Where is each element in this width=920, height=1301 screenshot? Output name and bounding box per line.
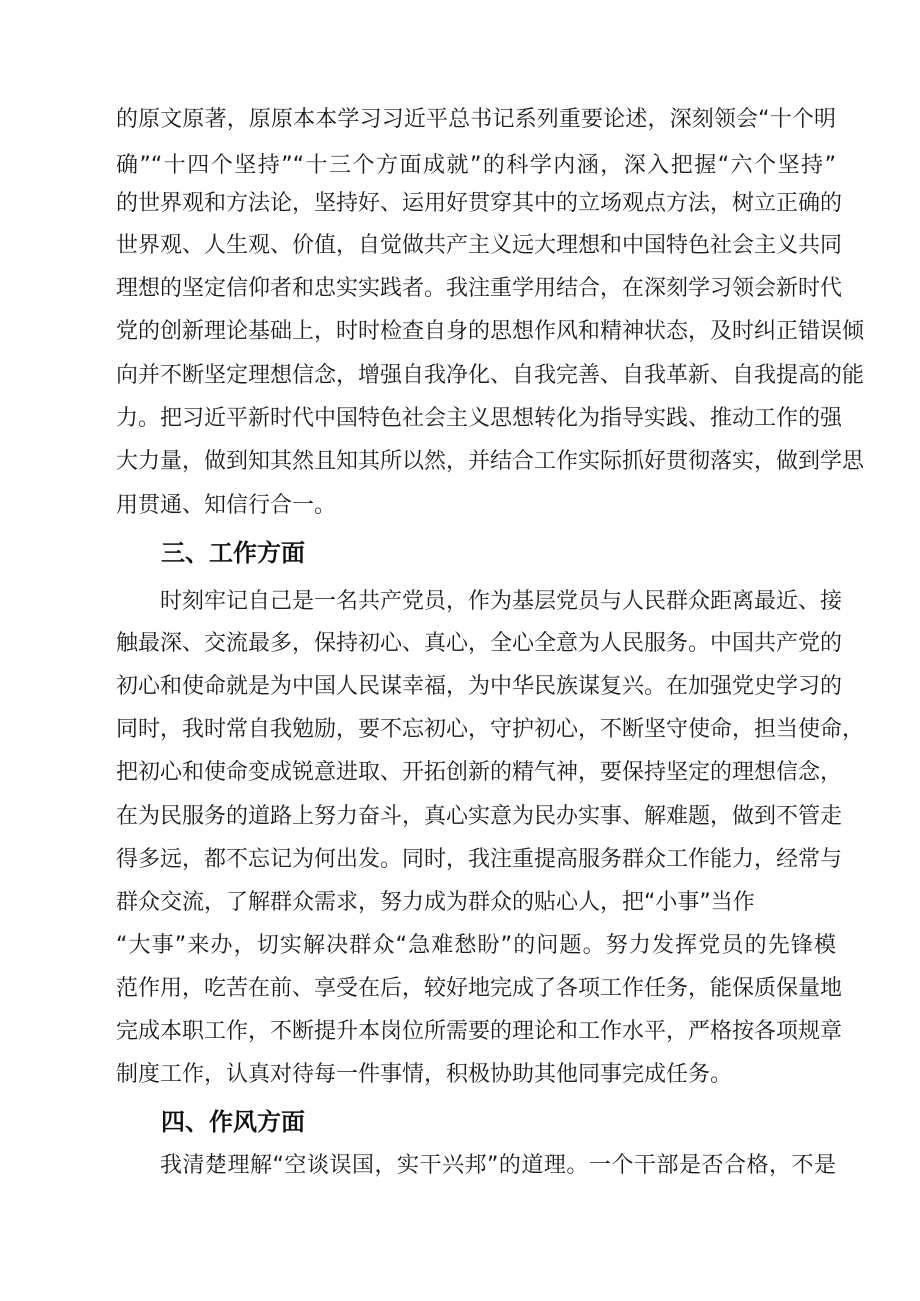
paragraph-line: 世界观、人生观、价值，自觉做共产主义远大理想和中国特色社会主义共同: [116, 233, 843, 258]
section-heading-style: 四、作风方面: [161, 1108, 305, 1136]
paragraph-line: 力。把习近平新时代中国特色社会主义思想转化为指导实践、推动工作的强: [116, 406, 843, 431]
paragraph-line: 触最深、交流最多，保持初心、真心，全心全意为人民服务。中国共产党的: [116, 631, 843, 656]
paragraph-line: 理想的坚定信仰者和忠实实践者。我注重学用结合，在深刻学习领会新时代: [116, 276, 843, 301]
paragraph-line: 我清楚理解“空谈误国，实干兴邦”的道理。一个干部是否合格，不是: [160, 1153, 836, 1178]
paragraph-line: 在为民服务的道路上努力奋斗，真心实意为民办实事、解难题，做到不管走: [116, 804, 843, 829]
paragraph-line: “大事”来办，切实解决群众“急难愁盼”的问题。努力发挥党员的先锋模: [116, 933, 836, 958]
paragraph-line: 群众交流，了解群众需求，努力成为群众的贴心人，把“小事”当作: [116, 890, 755, 915]
paragraph-line: 同时，我时常自我勉励，要不忘初心，守护初心，不断坚守使命，担当使命，: [116, 717, 865, 742]
paragraph-line: 的原文原著，原原本本学习习近平总书记系列重要论述，深刻领会“十个明: [116, 107, 836, 132]
paragraph-line: 把初心和使命变成锐意进取、开拓创新的精气神，要保持坚定的理想信念，: [116, 760, 843, 785]
paragraph-line: 制度工作，认真对待每一件事情，积极协助其他同事完成任务。: [116, 1062, 733, 1087]
paragraph-line: 的世界观和方法论，坚持好、运用好贯穿其中的立场观点方法，树立正确的: [116, 191, 843, 216]
paragraph-line: 范作用，吃苦在前、享受在后，较好地完成了各项工作任务，能保质保量地: [116, 976, 843, 1001]
paragraph-line: 得多远，都不忘记为何出发。同时，我注重提高服务群众工作能力，经常与: [116, 847, 843, 872]
paragraph-line: 完成本职工作，不断提升本岗位所需要的理论和工作水平，严格按各项规章: [116, 1019, 843, 1044]
paragraph-line: 向并不断坚定理想信念，增强自我净化、自我完善、自我革新、自我提高的能: [116, 363, 865, 388]
paragraph-line: 时刻牢记自己是一名共产党员，作为基层党员与人民群众距离最近、接: [160, 589, 843, 614]
paragraph-line: 用贯通、知信行合一。: [116, 493, 337, 518]
paragraph-line: 大力量，做到知其然且知其所以然，并结合工作实际抓好贯彻落实，做到学思: [116, 449, 865, 474]
paragraph-line: 确”“十四个坚持”“十三个方面成就”的科学内涵，深入把握“六个坚持”: [116, 153, 836, 178]
paragraph-line: 党的创新理论基础上，时时检查自身的思想作风和精神状态，及时纠正错误倾: [116, 319, 865, 344]
paragraph-line: 初心和使命就是为中国人民谋幸福，为中华民族谋复兴。在加强党史学习的: [116, 674, 843, 699]
section-heading-work: 三、工作方面: [161, 539, 305, 567]
